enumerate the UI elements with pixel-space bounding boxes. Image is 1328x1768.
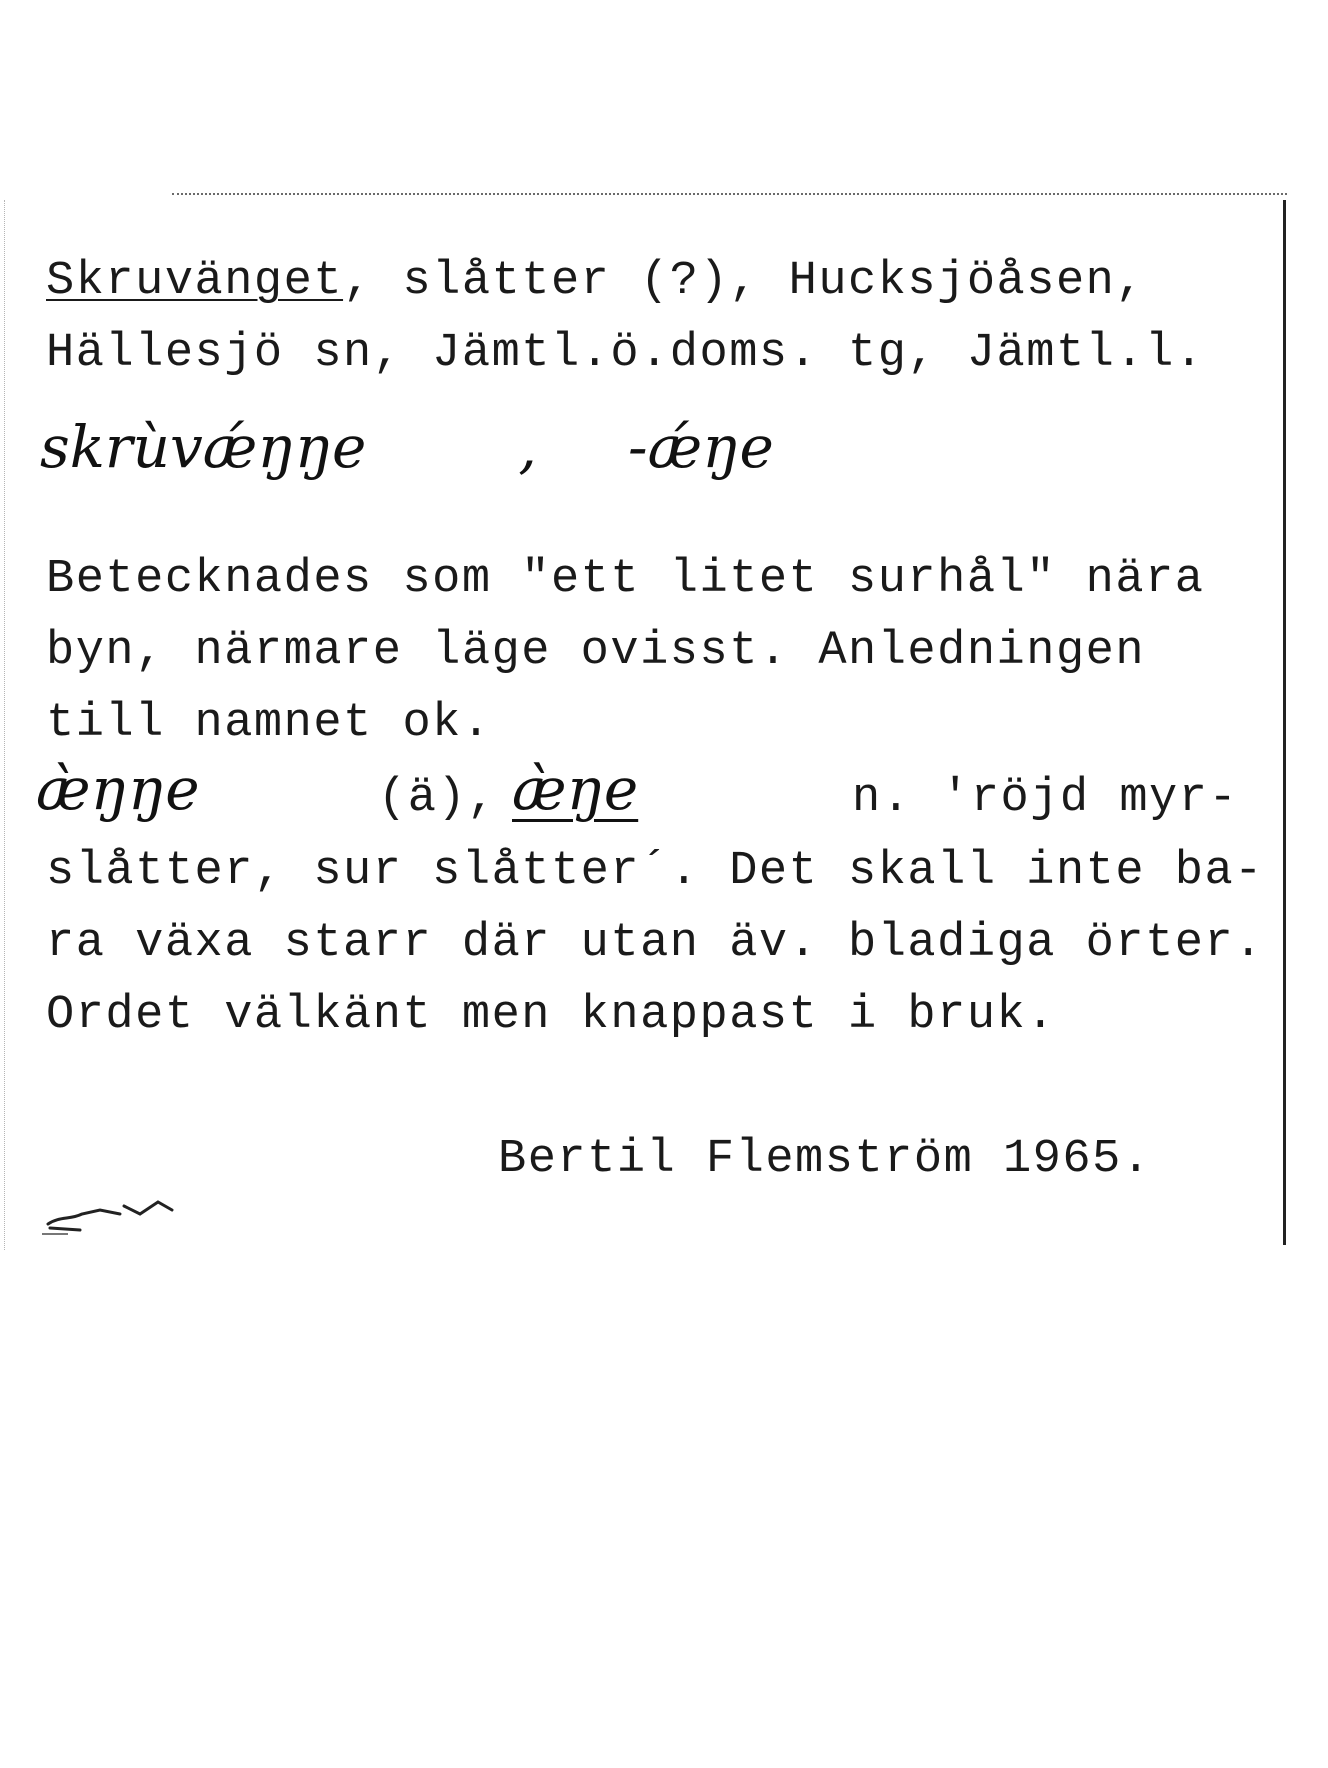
- definition-line-2: ra växa starr där utan äv. bladiga örter.: [46, 917, 1264, 970]
- gloss-start: n. ʹröjd myr-: [852, 772, 1239, 825]
- archive-mark-scribble: [40, 1180, 190, 1240]
- left-margin-speckle: [4, 200, 7, 1250]
- card-right-border: [1283, 200, 1286, 1245]
- phonetic-transcription-3: æ̀ŋŋe: [36, 755, 200, 823]
- phonetic-transcription-1: skrùvǽŋŋe: [40, 413, 367, 481]
- phonetic-transcription-4: æ̀ŋe: [512, 755, 639, 823]
- heading-line: [46, 255, 1146, 308]
- location-line: Hällesjö sn, Jämtl.ö.doms. tg, Jämtl.l.: [46, 327, 1205, 380]
- body-line-3: till namnet ok.: [46, 697, 492, 750]
- definition-line-3: Ordet välkänt men knappast i bruk.: [46, 989, 1056, 1042]
- phonetic-separator: ,: [500, 413, 537, 481]
- definition-line-1: slåtter, sur slåtter´. Det skall inte ba-: [46, 845, 1264, 898]
- heading-rest: , slåtter (?), Hucksjöåsen,: [343, 255, 1146, 308]
- signature: Bertil Flemström 1965.: [498, 1133, 1152, 1186]
- body-line-2: byn, närmare läge ovisst. Anledningen: [46, 625, 1146, 678]
- card-top-border: [172, 193, 1287, 195]
- body-line-1: Betecknades som "ett litet surhål" nära: [46, 553, 1205, 606]
- phonetic-transcription-2: -ǽŋe: [628, 413, 774, 481]
- lemma-vowel: (ä),: [378, 772, 497, 825]
- place-name: Skruvänget: [46, 255, 344, 308]
